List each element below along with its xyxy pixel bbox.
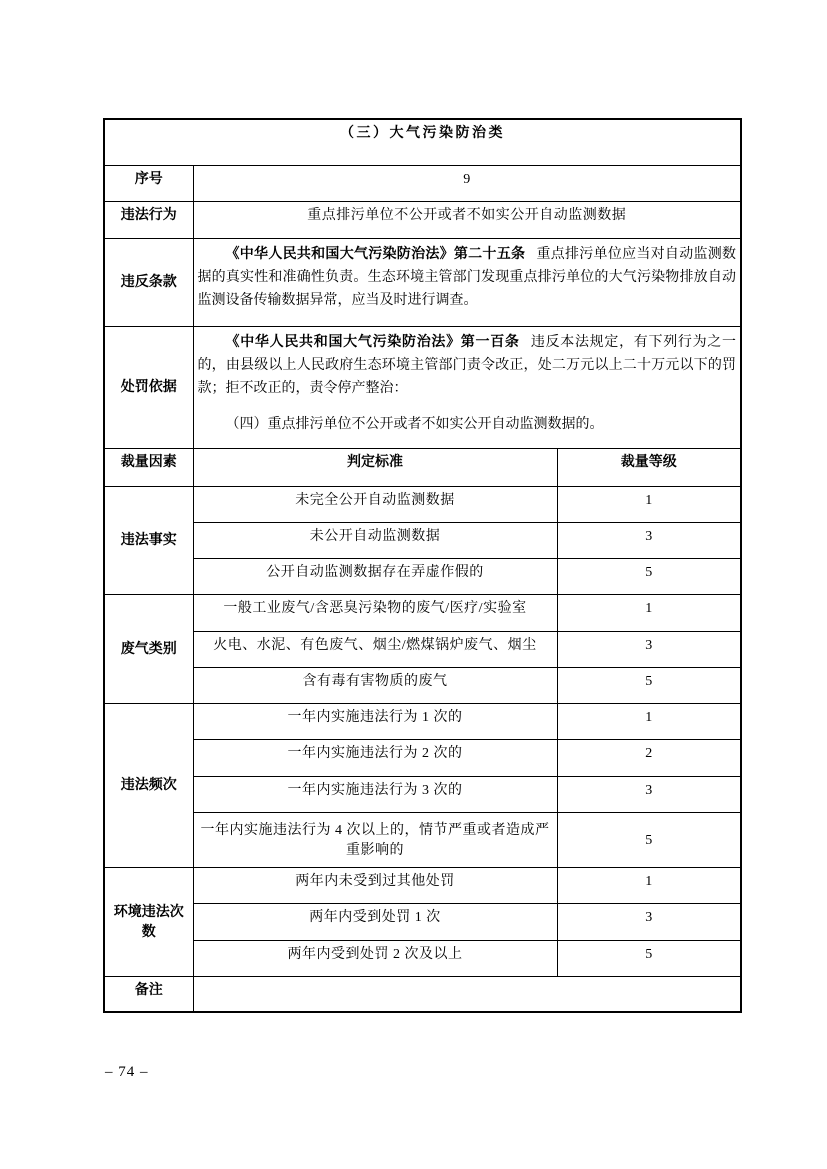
basis-paragraph: [198, 331, 737, 400]
table-row: [104, 667, 741, 703]
criteria-cell: 一年内实施违法行为 4 次以上的，情节严重或者造成严重影响的: [193, 812, 557, 867]
grade-cell: 5: [557, 940, 741, 976]
title-row: [104, 119, 741, 165]
clause-label: 违反条款: [104, 238, 193, 326]
serial-row: [104, 165, 741, 201]
criteria-cell: 一般工业废气/含恶臭污染物的废气/医疗/实验室: [193, 594, 557, 631]
clause-row: [104, 238, 741, 326]
clause-body: 重点排污单位应当对自动监测数据的真实性和准确性负责。生态环境主管部门发现重点排污单位的大气污染物排放自动监测设备传输数据异常，应当及时进行调查。: [197, 246, 737, 308]
header-grade: 裁量等级: [557, 448, 741, 486]
table-row: [104, 867, 741, 903]
clause-citation: 《中华人民共和国大气污染防治法》第二十五条: [225, 246, 526, 262]
grade-cell: 5: [557, 667, 741, 703]
remark-value: [193, 976, 741, 1012]
grade-cell: 3: [557, 776, 741, 812]
grade-cell: 1: [557, 486, 741, 522]
table-row: [104, 776, 741, 812]
remark-row: [104, 976, 741, 1012]
factor-fact-of-violation: 违法事实: [104, 486, 193, 594]
grade-cell: 1: [557, 867, 741, 903]
criteria-cell: 一年内实施违法行为 2 次的: [193, 739, 557, 776]
page-number: – 74 –: [105, 1064, 149, 1080]
grade-cell: 3: [557, 522, 741, 558]
basis-body: 违反本法规定，有下列行为之一的，由县级以上人民政府生态环境主管部门责令改正，处二万元以上二十万元以下的罚款；拒不改正的，责令停产整治：: [197, 334, 737, 396]
behavior-label: 违法行为: [104, 201, 193, 238]
criteria-cell: 两年内受到处罚 2 次及以上: [193, 940, 557, 976]
header-factor: 裁量因素: [104, 448, 193, 486]
behavior-value: 重点排污单位不公开或者不如实公开自动监测数据: [193, 201, 741, 238]
table-row: [104, 631, 741, 667]
criteria-cell: 公开自动监测数据存在弄虚作假的: [193, 558, 557, 594]
basis-citation: 《中华人民共和国大气污染防治法》第一百条: [225, 334, 520, 350]
remark-label: 备注: [104, 976, 193, 1012]
table-row: [104, 486, 741, 522]
table-row: [104, 558, 741, 594]
table-row: [104, 812, 741, 867]
table-row: [104, 739, 741, 776]
penalty-discretion-table: [103, 118, 742, 1013]
basis-text-cell: [193, 326, 741, 448]
column-header-row: [104, 448, 741, 486]
criteria-cell: 未完全公开自动监测数据: [193, 486, 557, 522]
table-row: [104, 522, 741, 558]
basis-label: 处罚依据: [104, 326, 193, 448]
serial-label: 序号: [104, 165, 193, 201]
header-criteria: 判定标准: [193, 448, 557, 486]
grade-cell: 1: [557, 594, 741, 631]
criteria-cell: 两年内未受到过其他处罚: [193, 867, 557, 903]
table-title: （三）大气污染防治类: [104, 119, 741, 165]
grade-cell: 5: [557, 812, 741, 867]
table-row: [104, 903, 741, 940]
criteria-cell: 火电、水泥、有色废气、烟尘/燃煤锅炉废气、烟尘: [193, 631, 557, 667]
criteria-cell: 含有毒有害物质的废气: [193, 667, 557, 703]
grade-cell: 3: [557, 631, 741, 667]
grade-cell: 3: [557, 903, 741, 940]
clause-text-cell: [193, 238, 741, 326]
factor-violation-frequency: 违法频次: [104, 703, 193, 867]
grade-cell: 1: [557, 703, 741, 739]
factor-waste-gas-category: 废气类别: [104, 594, 193, 703]
basis-item: （四）重点排污单位不公开或者不如实公开自动监测数据的。: [225, 416, 604, 432]
serial-value: 9: [193, 165, 741, 201]
behavior-row: [104, 201, 741, 238]
criteria-cell: 未公开自动监测数据: [193, 522, 557, 558]
table-row: [104, 703, 741, 739]
table-row: [104, 594, 741, 631]
criteria-cell: 一年内实施违法行为 1 次的: [193, 703, 557, 739]
table-row: [104, 940, 741, 976]
clause-paragraph: [198, 243, 737, 312]
criteria-cell: 两年内受到处罚 1 次: [193, 903, 557, 940]
grade-cell: 5: [557, 558, 741, 594]
factor-env-violation-count: 环境违法次数: [104, 867, 193, 976]
grade-cell: 2: [557, 739, 741, 776]
basis-row: [104, 326, 741, 448]
criteria-cell: 一年内实施违法行为 3 次的: [193, 776, 557, 812]
